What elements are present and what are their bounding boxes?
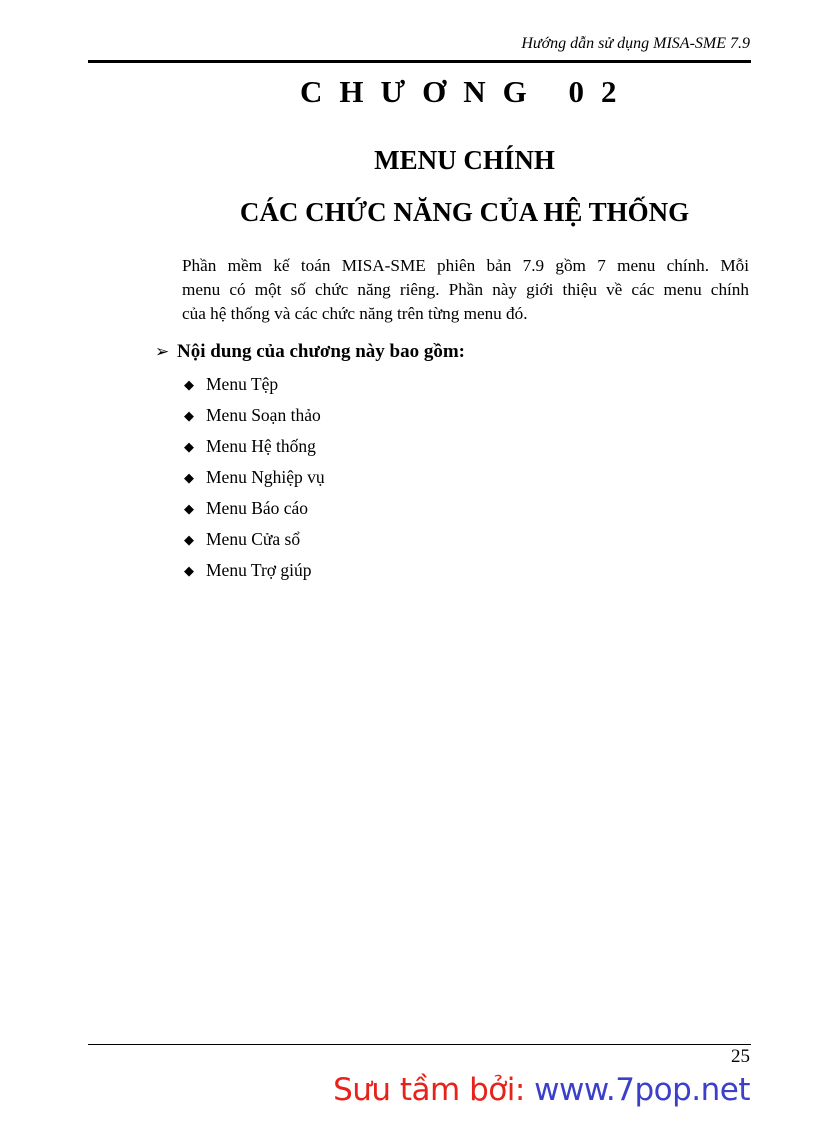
diamond-bullet-icon: ◆	[184, 439, 194, 454]
watermark-url: www.7pop.net	[534, 1072, 750, 1108]
list-item-label: Menu Tệp	[206, 374, 279, 394]
diamond-bullet-icon: ◆	[184, 470, 194, 485]
diamond-bullet-icon: ◆	[184, 563, 194, 578]
header-divider	[88, 60, 751, 63]
list-item-label: Menu Báo cáo	[206, 498, 309, 518]
diamond-bullet-icon: ◆	[184, 532, 194, 547]
watermark	[333, 1070, 750, 1110]
intro-paragraph	[182, 254, 749, 326]
intro-line: Phần mềm kế toán MISA-SME phiên bản 7.9 gồm 7 menu chính. Mỗi	[182, 256, 749, 275]
main-title-line2: CÁC CHỨC NĂNG CỦA HỆ THỐNG	[239, 197, 690, 227]
list-item	[184, 525, 325, 556]
list-item-label: Menu Cửa sổ	[206, 529, 301, 549]
chapter-title: CHƯƠNG 02	[300, 74, 634, 109]
list-item	[184, 401, 325, 432]
diamond-bullet-icon: ◆	[184, 408, 194, 423]
list-item	[184, 463, 325, 494]
page-number: 25	[731, 1046, 750, 1067]
menu-list	[184, 370, 325, 587]
contents-heading-text: Nội dung của chương này bao gồm:	[177, 341, 465, 362]
list-item-label: Menu Trợ giúp	[206, 560, 312, 580]
diamond-bullet-icon: ◆	[184, 377, 194, 392]
intro-line: menu có một số chức năng riêng. Phần này giới thiệu về các menu chính	[182, 280, 749, 299]
arrow-bullet-icon: ➢	[155, 342, 170, 361]
list-item	[184, 556, 325, 587]
list-item	[184, 370, 325, 401]
diamond-bullet-icon: ◆	[184, 501, 194, 516]
footer-divider	[88, 1044, 751, 1045]
intro-line: của hệ thống và các chức năng trên từng menu đó.	[182, 304, 528, 323]
list-item-label: Menu Soạn thảo	[206, 405, 321, 425]
watermark-label: Sưu tầm bởi:	[333, 1072, 525, 1108]
list-item	[184, 494, 325, 525]
list-item-label: Menu Hệ thống	[206, 436, 316, 456]
list-item-label: Menu Nghiệp vụ	[206, 467, 325, 487]
document-header-title: Hướng dẫn sử dụng MISA-SME 7.9	[521, 35, 750, 52]
list-item	[184, 432, 325, 463]
main-title-line1: MENU CHÍNH	[374, 145, 555, 175]
contents-heading	[155, 339, 465, 365]
